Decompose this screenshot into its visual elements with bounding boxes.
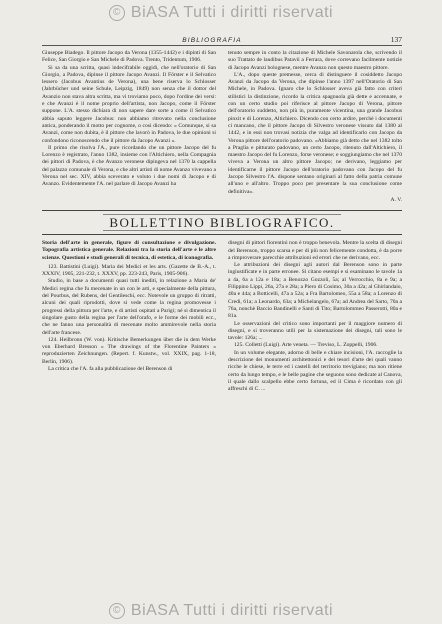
signature-row (228, 197, 402, 204)
watermark-text: BiASA Tutti i diritti riservati (130, 602, 334, 619)
top-right-column (228, 50, 402, 204)
entry: 123. Battistini (Luigi). Maria dei Medici et les arts. (Gazette de B.-A., t. XXXIV, 1905, 221-232, t. XXXV, pp. 223-243, Paris, 1905-906). (42, 263, 216, 278)
paragraph: Le attribuzioni dei disegni agli autori dal Berenson sono in parte ingiustificate e in parte erronee. Si citano esempi e si esaminano le tavole 1a a 4a, 6a a 12a e 18a; a Benozzo Gozzoli, 5a; al Verrocchio, 8a e 9a; a Filippino Lippi, 26a, 27a e 28a; a Piero di Cosimo, 30a a 42a; al Ghirlandaio, 40a e 44a; a Botticelli, 47a a 52a; a Fra Bartolomeo, 55a a 58a; a Lorenzo di Credi, 61a; a Leonardo, 63a; a Michelangelo, 67a; ad Andrea del Sarto, 70a a 76a, nonchè Baccio Bandinelli e Santi di Tito; Bartolommeo Passerotti, 80a e 81a. (228, 262, 402, 320)
paragraph: Studio, in base a documenti quasi tutti inediti, in relazione a Maria de' Medici regina che fu mecenate in un con le arti, e specialmente della pittura, del Pourbus, del Rubens, del Gentileschi, ecc. Notevole un gruppo di ritratti, alcuni dei quali riprodotti, dove si vede come la regina promovesse i progressi della pittura per l'arte, e di artisti ospitati a Parigi; né si dimentica il singolare gusto della regina per l'arte dell'orafo, e le forme dei mobili ecc., che ne fanno una personalità di mecenate molto ammirevole nella storia dell'arte francese. (42, 278, 216, 336)
document-page (42, 32, 402, 600)
paragraph: Si sa da una scritta, quasi indecifrabile oggidì, che nell'oratorio di San Giorgio, a Padova, dipinse il pittore Jacopo Avanzi. Il Förster e il Selvatico lessero (Jacobus Avantius de Verona), una bene riserva lo Schlosser (Jahrbücher und seine Schule, Leipzig, 1849) non senza che il dottor del Avanzio non stava altra scritta, ma vi troviamo poco, dopo l'ordine dei versi: e che Avanzi è il nome proprio dell'artista, non Jacopo, come il Förster suppone. L'A. stesso dichiara di non sapere dare sorte a come il Selvatico abbia saputo leggere Jacobus: non abbiamo ritrovato nella conclusione antica, ponderando il motto per cognome, o così dicendo: « Comunque, si sa Avanzi, come non dubita, è il pittore che lavorò in Padova, le due opinioni si confondono riconoscendo che il pittore da Jacopo Avanzi ». (42, 64, 216, 144)
running-title: BIBLIOGRAFIA (182, 37, 242, 44)
paragraph: Il primo che risolva l'A., pure ricordando che un pittore Jacopo del fu Lorenzo è registrato, l'anno 1382, insieme con l'Altichiero, nella Compagnia dei pittori di Padova, è che Avanzo veronese dipingeva nel 1370 la cappella del palazzo comunale di Verona, e che altri artisti di nome Avanzo vivevano a Verona nel sec. XIV, abbia sceverato e voluto i due nomi di Jacopo e di Avanzo. Evidentemente l'A. nel parlare di Jacopo Avanzi ha (42, 144, 216, 188)
copyright-icon: © (109, 603, 125, 619)
review-heading: Giuseppe Biadego. Il pittore Jacopo da Verona (1355-1442) e i dipinti di San Felice, San Giorgio e San Michele di Padova. Trento, Tridentum, 1906. (42, 50, 216, 64)
paragraph: disegni di pittori fiorentini non è troppo benevola. Mentre la scelta di disegni del Berenson, troppo scarsa e per di più non felicemente condotta, è da porre a rimproverare parecchie attribuzioni ed errori che ne derivano, ecc. (228, 240, 402, 261)
watermark-top (0, 4, 442, 22)
bottom-left-column (42, 240, 216, 393)
entry: 125. Colletti (Luigi). Arte veneta. — Treviso, L. Zoppelli, 1906. (234, 342, 378, 349)
page-header (42, 32, 402, 46)
entry: 124. Heilbronn (W. von). Kritische Bemerkungen über die in dem Werke von Eberhard Bresson « The drawings of the Florentine Painters » reproduzierten Zeichnungen. (Repert. f. Kunstw., vol. XXIX, pag. 1-18, Berlin, 1906). (42, 336, 216, 365)
watermark-text: BiASA Tutti i diritti riservati (130, 4, 334, 21)
top-left-column (42, 50, 216, 204)
watermark-bottom (0, 602, 442, 620)
page-number: 137 (390, 35, 402, 44)
copyright-icon: © (109, 5, 125, 21)
bulletin-heading (42, 210, 402, 235)
paragraph: In un volume elegante, adorno di belle e chiare incisioni, l'A. raccoglie la descrizione dei monumenti architettonici e dei tesori d'arte dei quali vanno ricche le chiese, le terre ed i castelli del territorio trevigiano; ma non ritiene certo da lungo tempo, e le belle pagine che seguono sono dedicate al Canova, il quale dallo scalpello ebbe certo fortuna, ed il Cima è ricordato con gli affreschi di C. ... (228, 349, 402, 393)
top-columns (42, 50, 402, 204)
section-heading: Storia dell'arte in generale, figure di consultazione e divulgazione. Topografia artistica generale. Relazioni tra la storia dell'arte e le altre scienze. Questioni e studi generali di tecnica, di estetica, di iconografia. (42, 240, 216, 261)
paragraph: L'A., dopo queste premesse, cerca di distinguere il cosiddetto Jacopo Avanzi da Jacopo da Verona, che dipinse l'anno 1397 nell'Oratorio di San Michele, in Padova. Ignaro che lo Schlosser aveva già fatto con criteri stilistici la distinzione, ricordo la critica spagnuola già dette e accennate, e con un certo studio poi riferisce al pittore Jacopo di Verona, pittore dell'oratorio suddetto, non più in, puramente vicentina, una grande Jacobus pinxit e di Lorenzo, Altichiero. Dicendo con certo ardire, perchè i documenti ci mancano, che il pittore Jacopo di Silvestro veronese vissuto dal 1380 al 1442, e in essi non trovasi notizia che valga ad identificarlo con Jacopo da Verona pittore dell'oratorio padovano. «Abbiamo già detto che nel 1382 tolto a Praglia e pitturato padovano, un certo Jacopo, ritenuto dall'Altichiero, il maestro Jacopo del fu Lorenzo, forse veronese; e soggiungiamo che nel 1370 viveva a Verona un altro pittore Jacopo; ne derivano, leggiamo per identificarne il pittore Jacopo dell'oratorio padovano con Jacopo del fu Jacopo Silvestro l'A. dispone sentano originari al fatto della patria comune all'uno e all'altro. Troppo poco per presentare la sua conclusione come definitiva». (228, 71, 402, 195)
bulletin-title: BOLLETTINO BIBLIOGRAFICO. (103, 214, 340, 231)
bottom-right-column (228, 240, 402, 393)
bottom-columns (42, 240, 402, 393)
paragraph: tenuto sempre in conto la citazione di Michele Savonarola che, scrivendo il suo Trattato de laudibus Patavii a Ferrara, dove correvano facilmente notizie di Jacopo Avanzi bolognese, mentre Avanzo non questo maestro pittore. (228, 50, 402, 71)
paragraph: Le osservazioni del critico sono importanti per il maggiore numero di disegni, e si troveranno utili per la sistemazione dei disegni, tali sono le tavole: 126a; ... (228, 320, 402, 342)
author-signature: A. V. (390, 196, 402, 203)
paragraph: La critica che l'A. fa alla pubblicazione del Berenson di (48, 366, 173, 372)
